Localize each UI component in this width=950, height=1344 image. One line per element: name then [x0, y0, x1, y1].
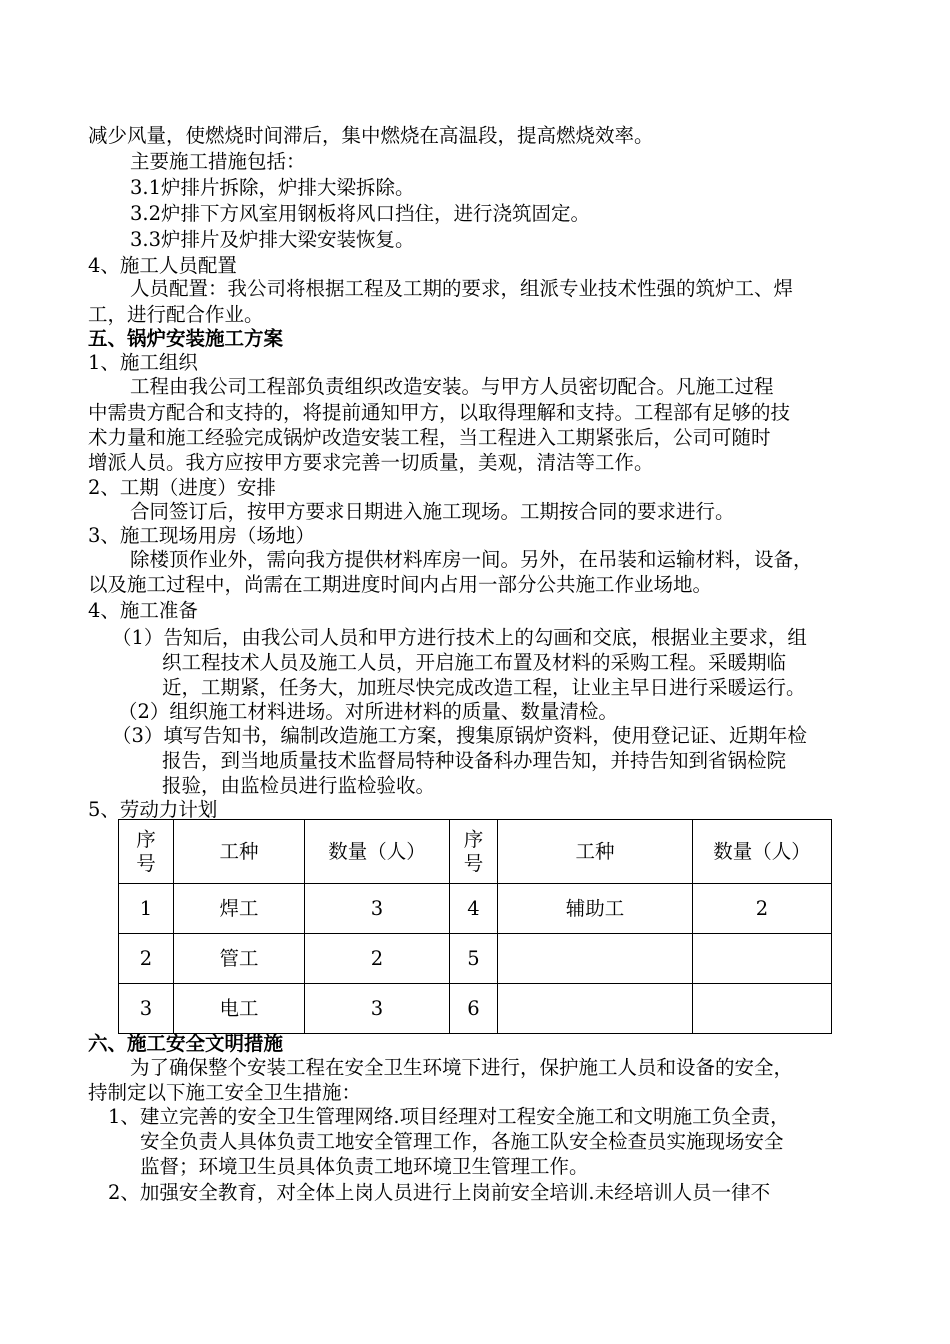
header-cell-count: 数量（人） — [693, 820, 832, 884]
table-cell: 2 — [305, 934, 450, 984]
table-cell: 3 — [119, 984, 174, 1034]
table-header-row — [119, 820, 832, 884]
measure-item-2: 3.2炉排下方风室用钢板将风口挡住，进行浇筑固定。 — [130, 202, 591, 225]
table-cell: 3 — [305, 884, 450, 934]
labor-plan-table — [118, 819, 832, 1034]
paragraph-org-line3: 术力量和施工经验完成锅炉改造安装工程，当工程进入工期紧张后，公司可随时 — [88, 426, 771, 449]
prep-item-1-line3: 近，工期紧，任务大，加班尽快完成改造工程，让业主早日进行采暖运行。 — [162, 676, 806, 699]
measures-title: 主要施工措施包括： — [130, 150, 306, 173]
table-cell: 3 — [305, 984, 450, 1034]
prep-item-3-line1: （3）填写告知书，编制改造施工方案，搜集原锅炉资料，使用登记证、近期年检 — [112, 724, 807, 747]
safety-item-1-line1: 1、建立完善的安全卫生管理网络.项目经理对工程安全施工和文明施工负全责， — [108, 1105, 790, 1128]
safety-item-1-line3: 监督；环境卫生员具体负责工地环境卫生管理工作。 — [140, 1155, 589, 1178]
prep-item-3-line3: 报验，由监检员进行监检验收。 — [162, 774, 436, 797]
header-cell-no: 序号 — [119, 820, 174, 884]
header-cell-trade: 工种 — [174, 820, 305, 884]
paragraph-org-line2: 中需贵方配合和支持的，将提前通知甲方，以取得理解和支持。工程部有足够的技 — [88, 401, 791, 424]
paragraph-schedule: 合同签订后，按甲方要求日期进入施工现场。工期按合同的要求进行。 — [130, 500, 735, 523]
paragraph-staffing-line2: 工，进行配合作业。 — [88, 303, 264, 326]
table-row — [119, 884, 832, 934]
heading-labor-plan: 5、劳动力计划 — [88, 798, 218, 821]
safety-item-1-line2: 安全负责人具体负责工地安全管理工作，各施工队安全检查员实施现场安全 — [140, 1130, 784, 1153]
paragraph-safety-line2: 持制定以下施工安全卫生措施： — [88, 1081, 362, 1104]
safety-item-2-line1: 2、加强安全教育，对全体上岗人员进行上岗前安全培训.未经培训人员一律不 — [108, 1181, 771, 1204]
paragraph-site-line1: 除楼顶作业外，需向我方提供材料库房一间。另外，在吊装和运输材料，设备， — [130, 548, 813, 571]
header-cell-no: 序号 — [450, 820, 498, 884]
heading-site: 3、施工现场用房（场地） — [88, 524, 315, 547]
measure-item-1: 3.1炉排片拆除，炉排大梁拆除。 — [130, 176, 415, 199]
table-cell: 管工 — [174, 934, 305, 984]
header-cell-count: 数量（人） — [305, 820, 450, 884]
prep-item-3-line2: 报告，到当地质量技术监督局特种设备科办理告知，并持告知到省锅检院 — [162, 749, 787, 772]
measure-item-3: 3.3炉排片及炉排大梁安装恢复。 — [130, 228, 415, 251]
table-cell: 5 — [450, 934, 498, 984]
paragraph-org-line1: 工程由我公司工程部负责组织改造安装。与甲方人员密切配合。凡施工过程 — [130, 375, 774, 398]
paragraph-staffing-line1: 人员配置：我公司将根据工程及工期的要求，组派专业技术性强的筑炉工、焊 — [130, 277, 794, 300]
prep-item-1-line1: （1）告知后，由我公司人员和甲方进行技术上的勾画和交底，根据业主要求，组 — [112, 626, 807, 649]
table-cell — [498, 934, 693, 984]
table-cell — [693, 984, 832, 1034]
table-cell: 6 — [450, 984, 498, 1034]
table-row — [119, 934, 832, 984]
heading-schedule: 2、工期（进度）安排 — [88, 476, 276, 499]
paragraph-intro: 减少风量，使燃烧时间滞后，集中燃烧在高温段，提高燃烧效率。 — [88, 124, 654, 147]
table-cell — [693, 934, 832, 984]
table-cell — [498, 984, 693, 1034]
table-cell: 1 — [119, 884, 174, 934]
table-cell: 电工 — [174, 984, 305, 1034]
paragraph-safety-line1: 为了确保整个安装工程在安全卫生环境下进行，保护施工人员和设备的安全， — [130, 1056, 794, 1079]
section-6-title: 六、施工安全文明措施 — [88, 1032, 284, 1055]
prep-item-2: （2）组织施工材料进场。对所进材料的质量、数量清检。 — [118, 700, 618, 723]
table-cell: 2 — [693, 884, 832, 934]
header-cell-trade: 工种 — [498, 820, 693, 884]
table-cell: 焊工 — [174, 884, 305, 934]
heading-preparation: 4、施工准备 — [88, 599, 198, 622]
heading-staffing: 4、施工人员配置 — [88, 254, 237, 277]
heading-organization: 1、施工组织 — [88, 351, 198, 374]
prep-item-1-line2: 织工程技术人员及施工人员，开启施工布置及材料的采购工程。采暖期临 — [162, 651, 787, 674]
paragraph-site-line2: 以及施工过程中，尚需在工期进度时间内占用一部分公共施工作业场地。 — [88, 573, 713, 596]
table-cell: 辅助工 — [498, 884, 693, 934]
section-5-title: 五、锅炉安装施工方案 — [88, 327, 284, 350]
table-row — [119, 984, 832, 1034]
table-cell: 4 — [450, 884, 498, 934]
paragraph-org-line4: 增派人员。我方应按甲方要求完善一切质量，美观，清洁等工作。 — [88, 451, 654, 474]
table-cell: 2 — [119, 934, 174, 984]
